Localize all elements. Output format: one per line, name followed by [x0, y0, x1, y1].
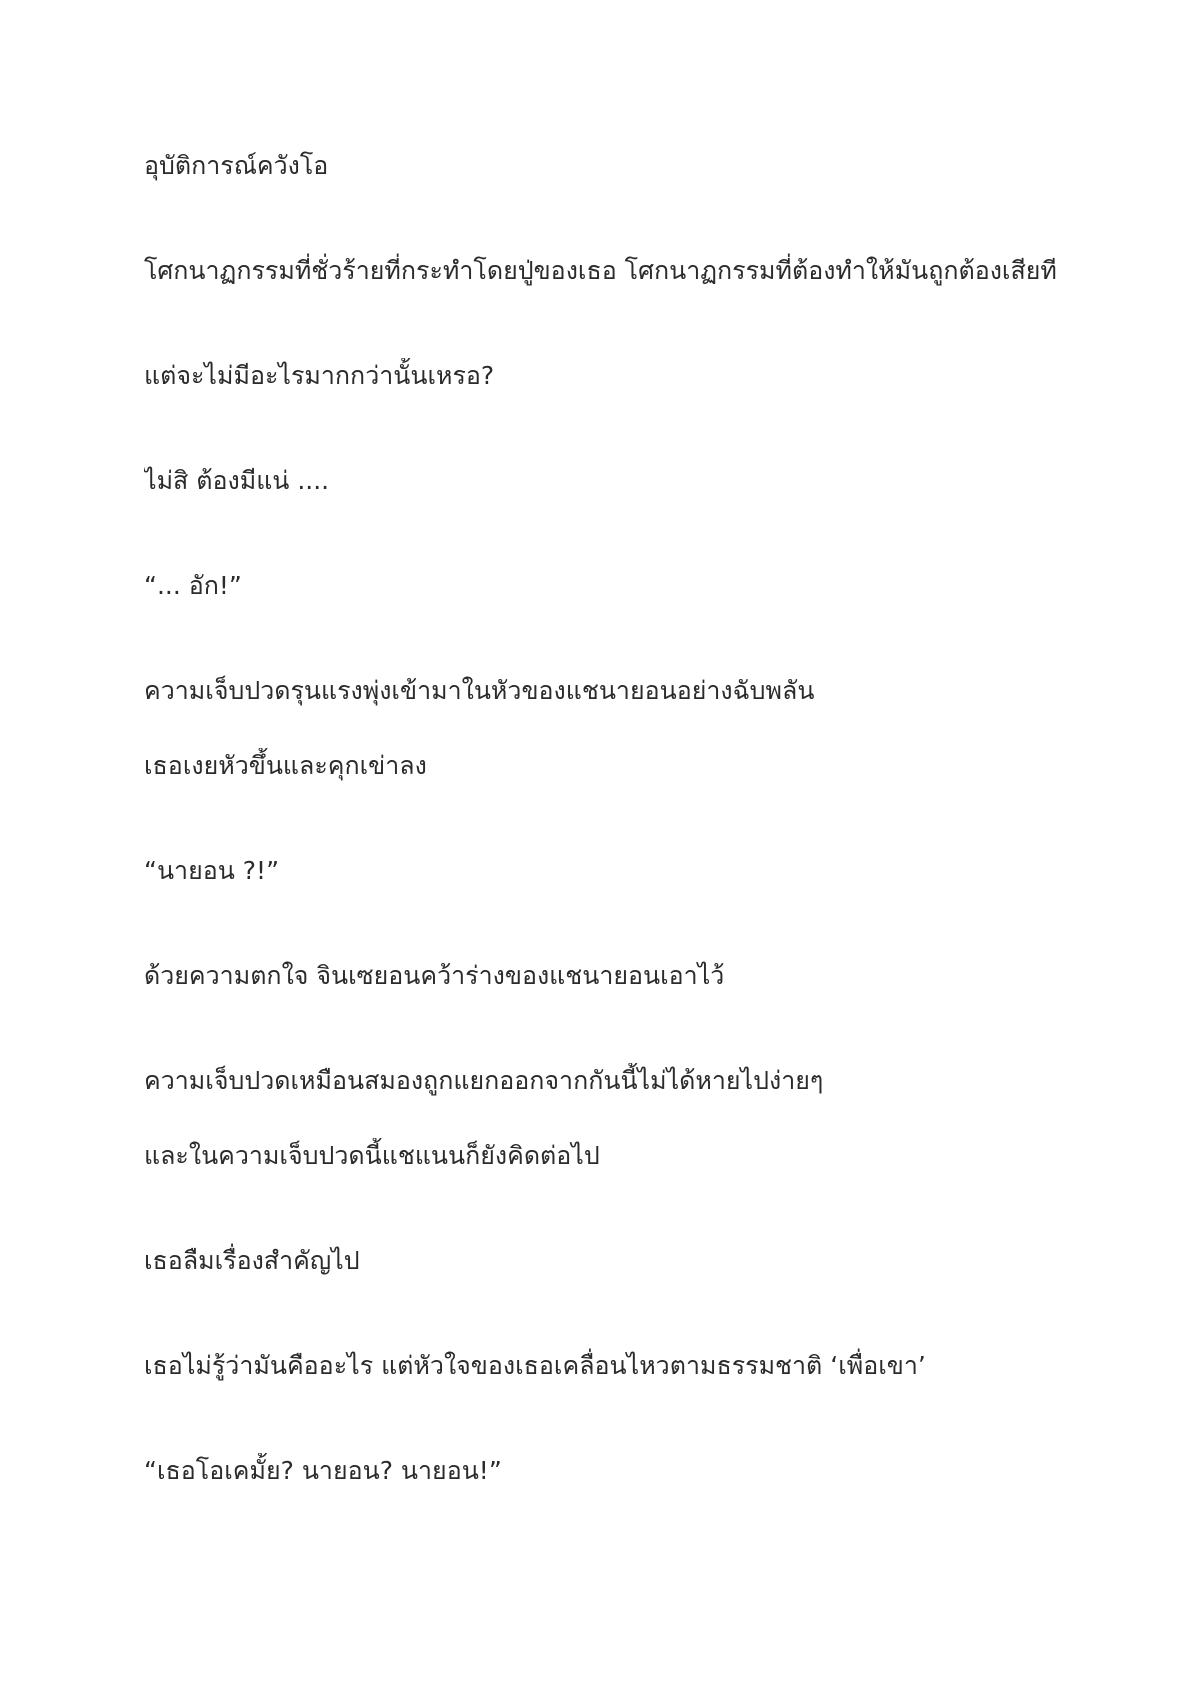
paragraph: เธอไม่รู้ว่ามันคืออะไร แต่หัวใจของเธอเคลื่อนไหวตามธรรมชาติ ‘เพื่อเขา’: [144, 1351, 926, 1380]
dialogue-line: “นายอน ?!”: [144, 856, 280, 885]
paragraph: และในความเจ็บปวดนี้แชแนนก็ยังคิดต่อไป: [144, 1141, 600, 1170]
paragraph: แต่จะไม่มีอะไรมากกว่านั้นเหรอ?: [144, 361, 495, 390]
paragraph: โศกนาฏกรรมที่ชั่วร้ายที่กระทำโดยปู่ของเธอ โศกนาฏกรรมที่ต้องทำให้มันถูกต้องเสียที: [144, 256, 1057, 285]
paragraph: ด้วยความตกใจ จินเซยอนคว้าร่างของแชนายอนเอาไว้: [144, 961, 725, 990]
paragraph: เธอลืมเรื่องสำคัญไป: [144, 1246, 360, 1275]
dialogue-line: “เธอโอเคมั้ย? นายอน? นายอน!”: [144, 1456, 502, 1485]
dialogue-line: “... อัก!”: [144, 571, 242, 600]
paragraph: ไม่สิ ต้องมีแน่ ....: [144, 466, 330, 495]
paragraph: ความเจ็บปวดรุนแรงพุ่งเข้ามาในหัวของแชนายอนอย่างฉับพลัน: [144, 676, 815, 705]
paragraph: ความเจ็บปวดเหมือนสมองถูกแยกออกจากกันนี้ไม่ได้หายไปง่ายๆ: [144, 1066, 824, 1095]
paragraph: เธอเงยหัวขึ้นและคุกเข่าลง: [144, 751, 427, 780]
paragraph-heading: อุบัติการณ์ควังโอ: [144, 151, 329, 180]
